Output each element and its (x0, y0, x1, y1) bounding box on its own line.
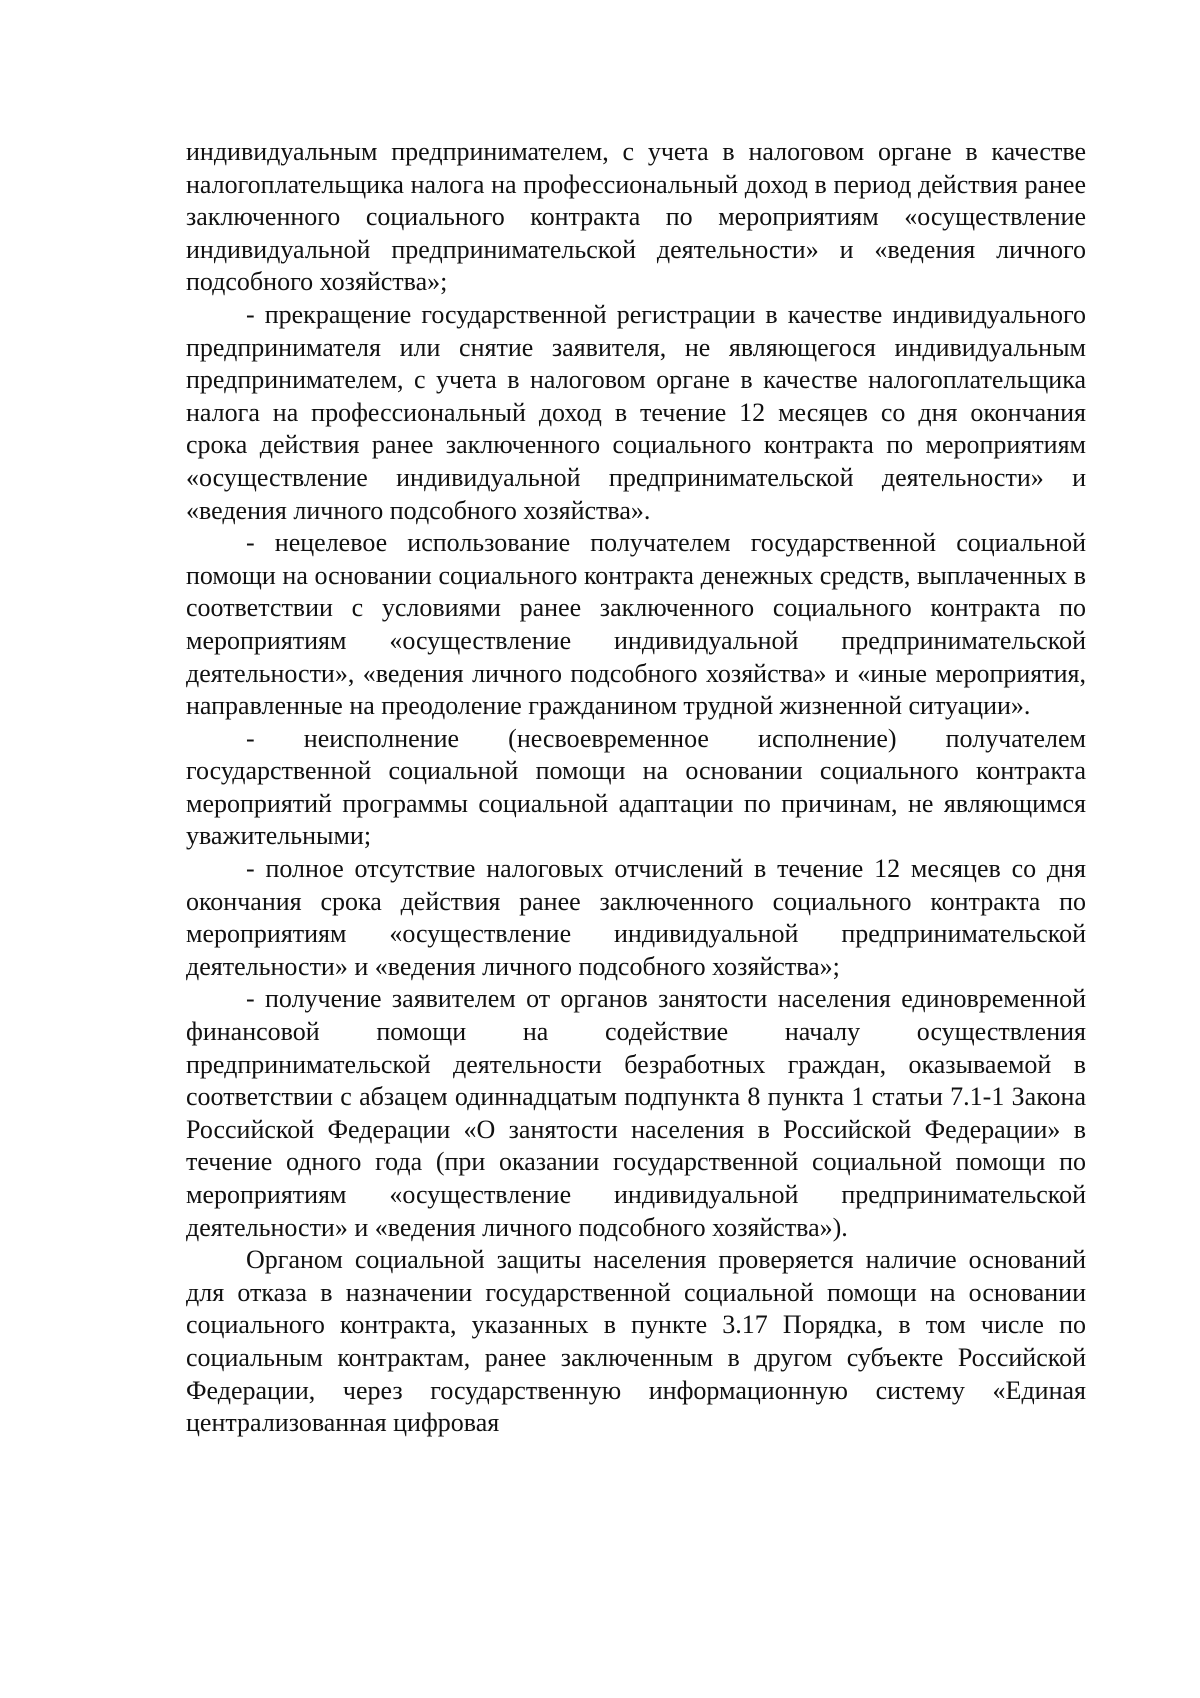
paragraph-no-tax-deductions: - полное отсутствие налоговых отчислений в течение 12 месяцев со дня окончания срока действия ранее заключенного социального контракта по мероприятиям «осуществление индивидуальной предпринимательской деятельности» и «ведения личного подсобного хозяйства»; (186, 854, 1086, 981)
paragraph-misuse-of-funds: - нецелевое использование получателем государственной социальной помощи на основании социального контракта денежных средств, выплаченных в соответствии с условиями ранее заключенного социального контракта по мероприятиям «осуществление индивидуальной предпринимательской деятельности», «ведения личного подсобного хозяйства» и «иные мероприятия, направленные на преодоление гражданином трудной жизненной ситуации». (186, 528, 1086, 721)
paragraph-verification: Органом социальной защиты населения проверяется наличие оснований для отказа в назначении государственной социальной помощи на основании социального контракта, указанных в пункте 3.17 Порядка, в том числе по социальным контрактам, ранее заключенным в другом субъекте Российской Федерации, через государственную информационную систему «Единая централизованная цифровая (186, 1245, 1086, 1438)
paragraph-non-fulfillment: - неисполнение (несвоевременное исполнение) получателем государственной социальной помощи на основании социального контракта мероприятий программы социальной адаптации по причинам, не являющимся уважительными; (186, 723, 1086, 851)
paragraph-employment-aid: - получение заявителем от органов занятости населения единовременной финансовой помощи на содействие началу осуществления предпринимательской деятельности безработных граждан, оказываемой в соответствии с абзацем одиннадцатым подпункта 8 пункта 1 статьи 7.1-1 Закона Российской Федерации «О занятости населения в Российской Федерации» в течение одного года (при оказании государственной социальной помощи по мероприятиям «осуществление индивидуальной предпринимательской деятельности» и «ведения личного подсобного хозяйства»). (186, 984, 1086, 1242)
paragraph-registration-termination: - прекращение государственной регистрации в качестве индивидуального предпринимателя или снятие заявителя, не являющегося индивидуальным предпринимателем, с учета в налоговом органе в качестве налогоплательщика налога на профессиональный доход в течение 12 месяцев со дня окончания срока действия ранее заключенного социального контракта по мероприятиям «осуществление индивидуальной предпринимательской деятельности» и «ведения личного подсобного хозяйства». (186, 299, 1086, 525)
paragraph-continuation: индивидуальным предпринимателем, с учета в налоговом органе в качестве налогоплательщика налога на профессиональный доход в период действия ранее заключенного социального контракта по мероприятиям «осуществление индивидуальной предпринимательской деятельности» и «ведения личного подсобного хозяйства»; (186, 137, 1086, 297)
document-body (186, 136, 1086, 1440)
